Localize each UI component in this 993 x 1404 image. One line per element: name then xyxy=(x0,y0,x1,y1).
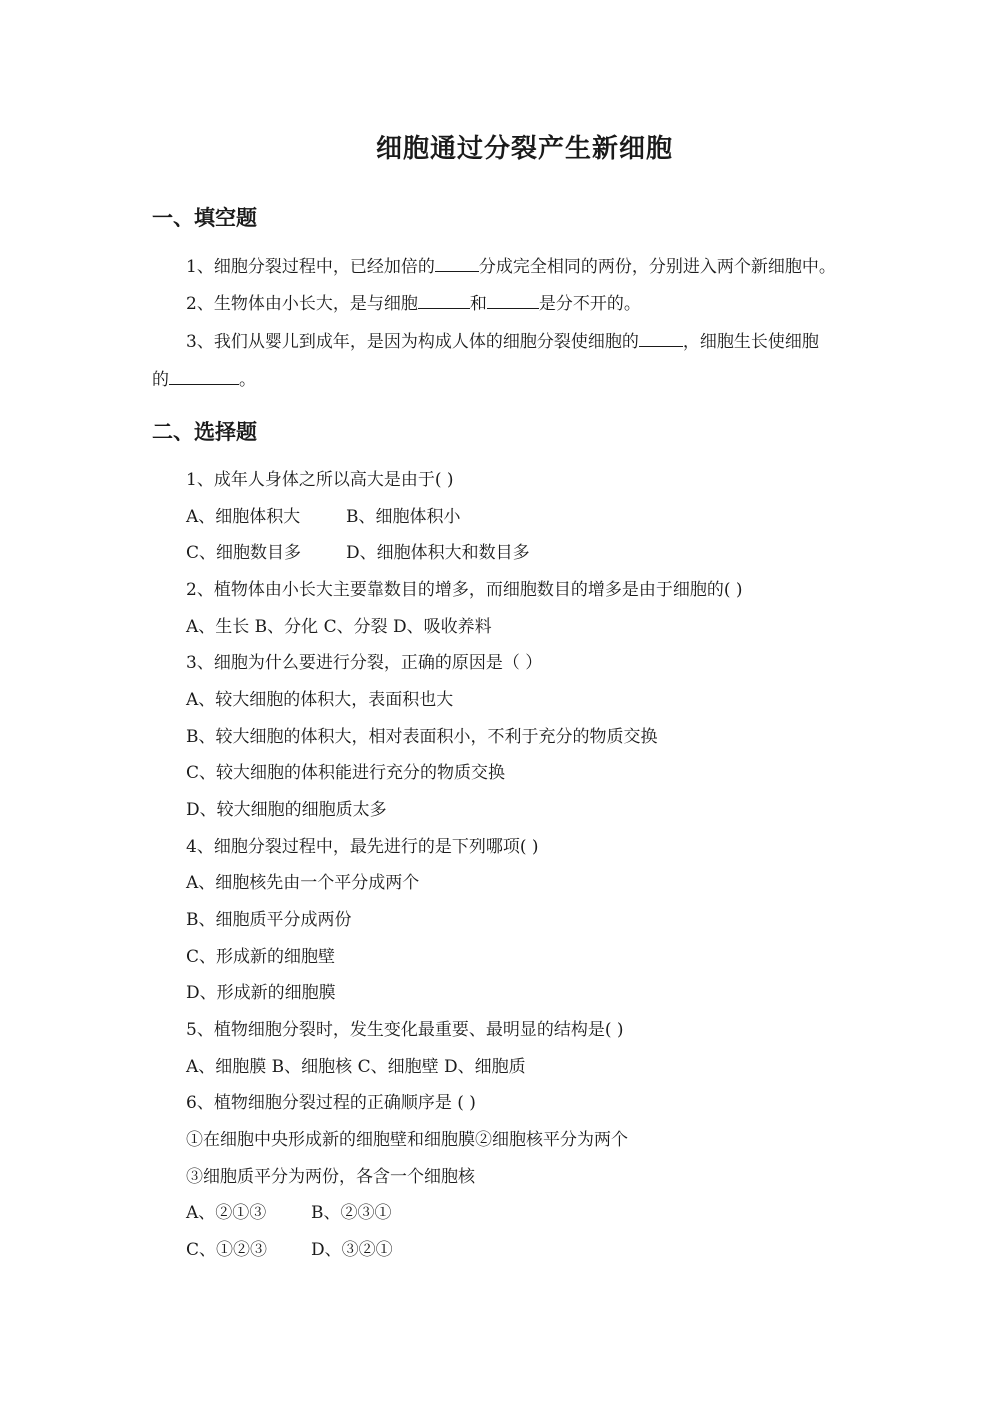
fill-q3-blank-2[interactable] xyxy=(169,368,239,385)
choice-q2-stem: 2、植物体由小长大主要靠数目的增多，而细胞数目的增多是由于细胞的( ) xyxy=(186,580,743,600)
fill-question-3 xyxy=(186,330,819,353)
fill-question-3-continued xyxy=(152,368,256,391)
choice-q5-stem: 5、植物细胞分裂时，发生变化最重要、最明显的结构是( ) xyxy=(186,1020,624,1040)
choice-q6-option-c[interactable]: C、①②③ xyxy=(186,1240,268,1260)
choice-q4-option-d[interactable]: D、形成新的细胞膜 xyxy=(186,983,336,1003)
choice-q4-option-c[interactable]: C、形成新的细胞壁 xyxy=(186,947,336,967)
choice-q6-option-d[interactable]: D、③②① xyxy=(311,1240,393,1260)
choice-q1-option-d[interactable]: D、细胞体积大和数目多 xyxy=(346,543,530,563)
fill-question-1 xyxy=(186,255,836,278)
choice-q3-option-d[interactable]: D、较大细胞的细胞质太多 xyxy=(186,800,387,820)
choice-q3-option-b[interactable]: B、较大细胞的体积大，相对表面积小，不利于充分的物质交换 xyxy=(186,727,658,747)
choice-q4-stem: 4、细胞分裂过程中，最先进行的是下列哪项( ) xyxy=(186,837,539,857)
choice-q6-stem: 6、植物细胞分裂过程的正确顺序是 ( ) xyxy=(186,1093,476,1113)
fill-q2-blank-2[interactable] xyxy=(487,292,539,309)
choice-q1-option-c[interactable]: C、细胞数目多 xyxy=(186,543,302,563)
section-heading-choice: 二、选择题 xyxy=(152,419,257,444)
choice-q6-option-a[interactable]: A、②①③ xyxy=(186,1203,267,1223)
fill-q3-blank-1[interactable] xyxy=(639,330,683,347)
fill-q3-cont-pre: 的 xyxy=(152,370,169,390)
choice-q1-options-row-2 xyxy=(186,542,530,564)
fill-q2-text-mid: 和 xyxy=(469,294,487,314)
fill-q1-blank[interactable] xyxy=(435,255,479,272)
choice-q6-step-1: ①在细胞中央形成新的细胞壁和细胞膜②细胞核平分为两个 xyxy=(186,1130,628,1150)
choice-q4-option-b[interactable]: B、细胞质平分成两份 xyxy=(186,910,352,930)
fill-q2-text-pre: 2、生物体由小长大，是与细胞 xyxy=(186,294,418,314)
choice-q6-options-row-2 xyxy=(186,1239,393,1261)
choice-q3-option-c[interactable]: C、较大细胞的体积能进行充分的物质交换 xyxy=(186,763,506,783)
choice-q1-stem: 1、成年人身体之所以高大是由于( ) xyxy=(186,470,454,490)
choice-q1-options-row-1 xyxy=(186,506,461,528)
page-title: 细胞通过分裂产生新细胞 xyxy=(375,134,673,164)
choice-q1-option-b[interactable]: B、细胞体积小 xyxy=(346,507,461,527)
fill-q3-cont-post: 。 xyxy=(239,370,256,390)
fill-q3-text-post: ，细胞生长使细胞 xyxy=(682,332,819,352)
choice-q2-options[interactable]: A、生长 B、分化 C、分裂 D、吸收养料 xyxy=(186,617,492,637)
choice-q6-option-b[interactable]: B、②③① xyxy=(311,1203,392,1223)
choice-q4-option-a[interactable]: A、细胞核先由一个平分成两个 xyxy=(186,873,420,893)
choice-q6-step-2: ③细胞质平分为两份，各含一个细胞核 xyxy=(186,1167,475,1187)
fill-question-2 xyxy=(186,292,641,315)
choice-q3-option-a[interactable]: A、较大细胞的体积大，表面积也大 xyxy=(186,690,454,710)
choice-q1-option-a[interactable]: A、细胞体积大 xyxy=(186,507,301,527)
choice-q6-options-row-1 xyxy=(186,1202,392,1224)
choice-q3-stem: 3、细胞为什么要进行分裂，正确的原因是（ ） xyxy=(186,653,543,673)
fill-q1-text-post: 分成完全相同的两份，分别进入两个新细胞中。 xyxy=(478,257,836,277)
fill-q3-text-pre: 3、我们从婴儿到成年，是因为构成人体的细胞分裂使细胞的 xyxy=(186,332,639,352)
fill-q2-text-post: 是分不开的。 xyxy=(538,294,641,314)
fill-q1-text-pre: 1、细胞分裂过程中，已经加倍的 xyxy=(186,257,435,277)
section-heading-fill: 一、填空题 xyxy=(152,205,257,230)
choice-q5-options[interactable]: A、细胞膜 B、细胞核 C、细胞壁 D、细胞质 xyxy=(186,1057,526,1077)
fill-q2-blank-1[interactable] xyxy=(418,292,470,309)
